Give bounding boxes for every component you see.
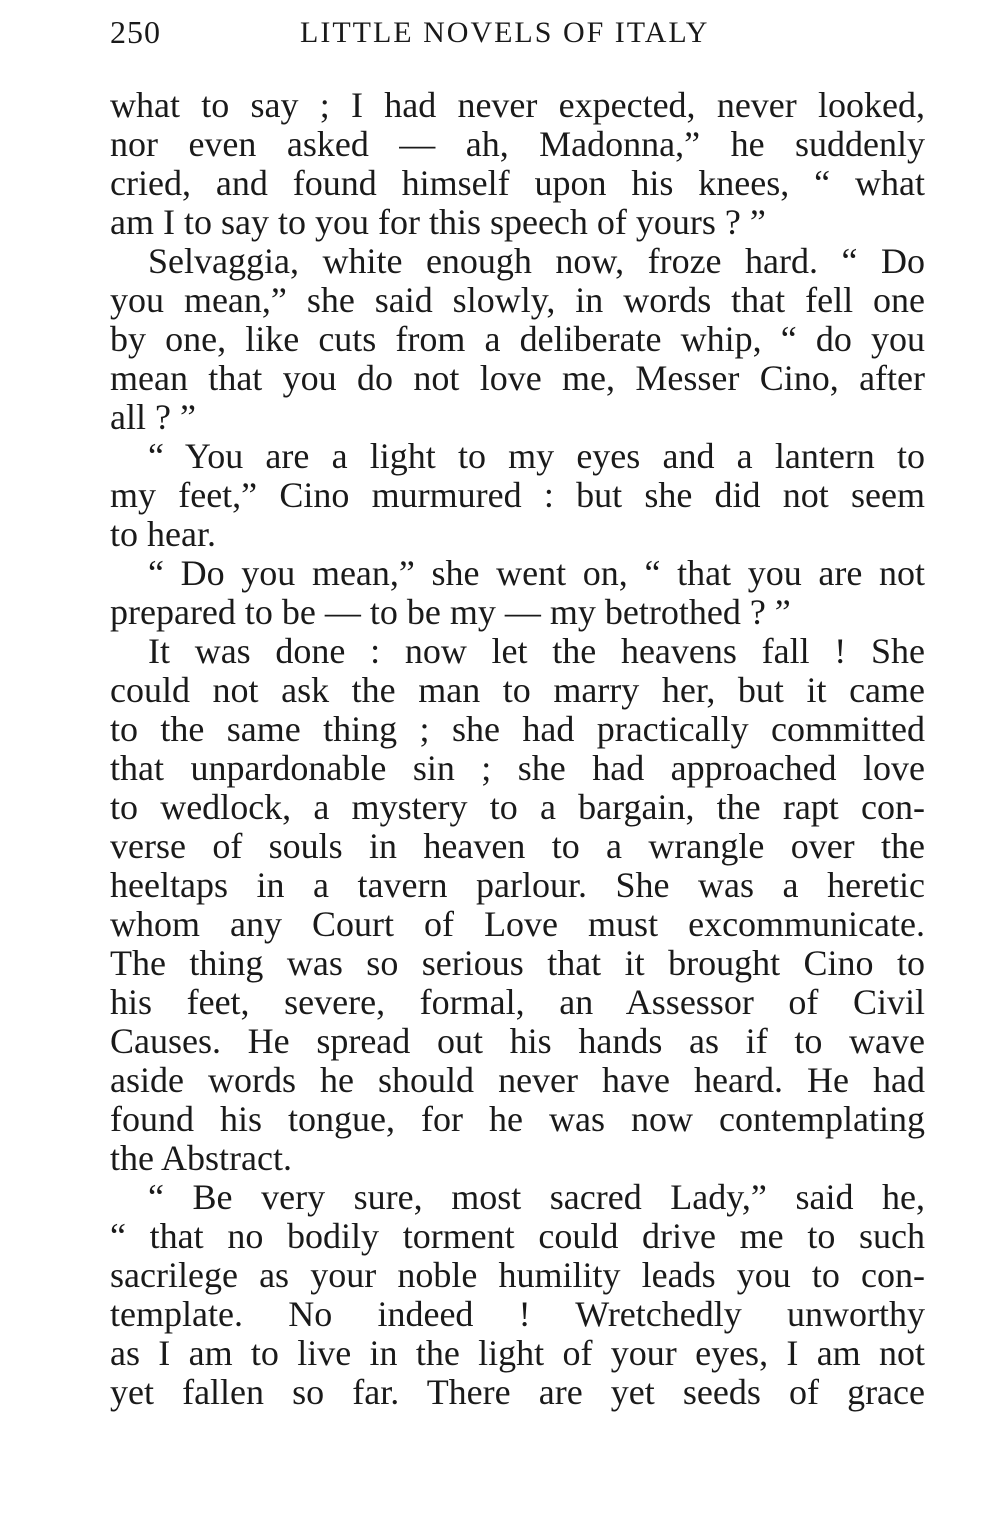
text-line: all ? ” (110, 397, 196, 437)
text-line: to the same thing ; she had practically committed (110, 709, 925, 749)
text-line: as I am to live in the light of your eyes, I am not (110, 1333, 925, 1373)
text-line: “ Do you mean,” she went on, “ that you are not (148, 553, 925, 593)
text-line: aside words he should never have heard. He had (110, 1060, 925, 1100)
text-line: The thing was so serious that it brought Cino to (110, 943, 925, 983)
body-text (110, 86, 925, 1412)
text-line: his feet, severe, formal, an Assessor of Civil (110, 982, 925, 1022)
text-line: that unpardonable sin ; she had approached love (110, 748, 925, 788)
text-line: template. No indeed ! Wretchedly unworthy (110, 1294, 925, 1334)
text-line: the Abstract. (110, 1138, 292, 1178)
text-line: what to say ; I had never expected, never looked, (110, 85, 925, 125)
text-line: “ Be very sure, most sacred Lady,” said he, (148, 1177, 925, 1217)
text-line: sacrilege as your noble humility leads you to con- (110, 1255, 925, 1295)
text-line: “ that no bodily torment could drive me to such (110, 1216, 925, 1256)
text-line: Selvaggia, white enough now, froze hard. “ Do (148, 241, 925, 281)
text-line: heeltaps in a tavern parlour. She was a heretic (110, 865, 925, 905)
text-line: to wedlock, a mystery to a bargain, the rapt con- (110, 787, 925, 827)
text-line: cried, and found himself upon his knees, “ what (110, 163, 925, 203)
text-line: mean that you do not love me, Messer Cino, after (110, 358, 925, 398)
text-line: It was done : now let the heavens fall ! She (148, 631, 925, 671)
text-line: yet fallen so far. There are yet seeds of grace (110, 1372, 925, 1412)
text-line: could not ask the man to marry her, but it came (110, 670, 925, 710)
text-line: verse of souls in heaven to a wrangle over the (110, 826, 925, 866)
running-title: LITTLE NOVELS OF ITALY (300, 16, 710, 49)
text-line: my feet,” Cino murmured : but she did not seem (110, 475, 925, 515)
text-line: am I to say to you for this speech of yours ? ” (110, 202, 766, 242)
text-line: Causes. He spread out his hands as if to wave (110, 1021, 925, 1061)
text-line: to hear. (110, 514, 216, 554)
page-number: 250 (110, 14, 161, 50)
text-line: found his tongue, for he was now contemplating (110, 1099, 925, 1139)
text-line: you mean,” she said slowly, in words that fell one (110, 280, 925, 320)
text-line: by one, like cuts from a deliberate whip, “ do you (110, 319, 925, 359)
page-header (110, 14, 925, 58)
text-line: “ You are a light to my eyes and a lantern to (148, 436, 925, 476)
text-line: prepared to be — to be my — my betrothed ? ” (110, 592, 791, 632)
text-line: nor even asked — ah, Madonna,” he suddenly (110, 124, 925, 164)
text-line: whom any Court of Love must excommunicate. (110, 904, 925, 944)
